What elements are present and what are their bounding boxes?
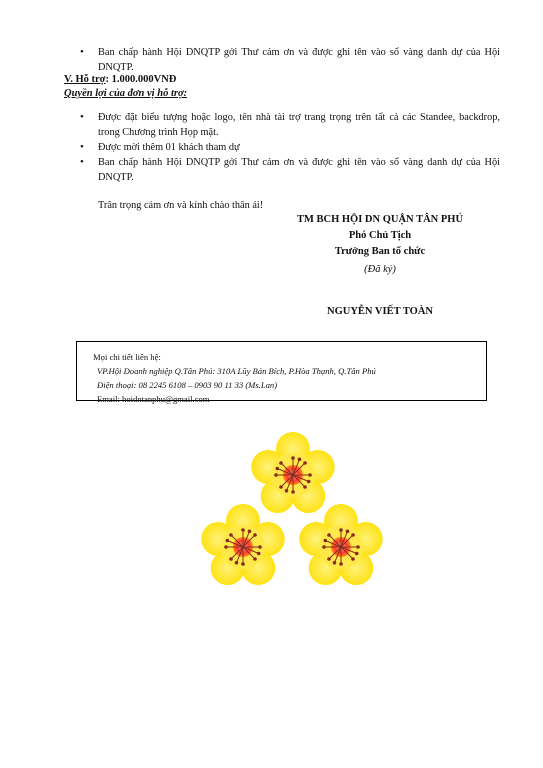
list-item: • Được đặt biểu tượng hoặc logo, tên nhà tài trợ trang trọng trên tất cả các Standee, backdrop, trong Chương trình Họp mặt. [80, 110, 500, 140]
section-title [64, 74, 176, 85]
benefit-heading: Quyền lợi của đơn vị hỗ trợ: [64, 88, 188, 99]
signature-block [270, 212, 490, 320]
contact-box [76, 341, 487, 404]
closing-text: Trân trọng cảm ơn và kính chào thân ái! [98, 200, 264, 211]
section-number: V. [64, 74, 73, 85]
contact-phone: Điện thoại: 08 2245 6108 – 0903 90 11 33 (Ms.Lan) [97, 380, 278, 390]
benefit-bullet-list [80, 110, 500, 185]
top-bullet-list [80, 45, 500, 75]
signature-title: Phó Chủ Tịch [348, 230, 412, 241]
signature-role: Trưởng Ban tổ chức [334, 246, 426, 257]
blossom-right [299, 504, 382, 585]
apricot-blossom-icon [195, 425, 395, 595]
contact-address: VP.Hội Doanh nghiệp Q.Tân Phú: 310A Lũy Bán Bích, P.Hòa Thạnh, Q.Tân Phú [97, 366, 376, 376]
contact-heading: Mọi chi tiết liên hệ: [93, 352, 161, 362]
list-item: • Được mời thêm 01 khách tham dự [80, 140, 500, 155]
contact-email: Email: hoidntanphu@gmail.com [97, 394, 210, 404]
signature-name: NGUYỄN VIẾT TOÀN [326, 306, 433, 317]
signature-org: TM BCH HỘI DN QUẬN TÂN PHÚ [296, 214, 464, 225]
blossom-top [251, 432, 334, 513]
list-item: • Ban chấp hành Hội DNQTP gởi Thư cảm ơn và được ghi tên vào sổ vàng danh dự của Hội DNQTP. [80, 155, 500, 185]
section-number-label [64, 74, 106, 85]
list-item: • Ban chấp hành Hội DNQTP gởi Thư cảm ơn và được ghi tên vào sổ vàng danh dự của Hội DNQTP. [80, 45, 500, 75]
signature-signed: (Đã ký) [364, 264, 396, 275]
blossom-left [201, 504, 284, 585]
section-label: Hỗ trợ [75, 74, 106, 85]
section-amount: : 1.000.000VNĐ [105, 74, 177, 85]
